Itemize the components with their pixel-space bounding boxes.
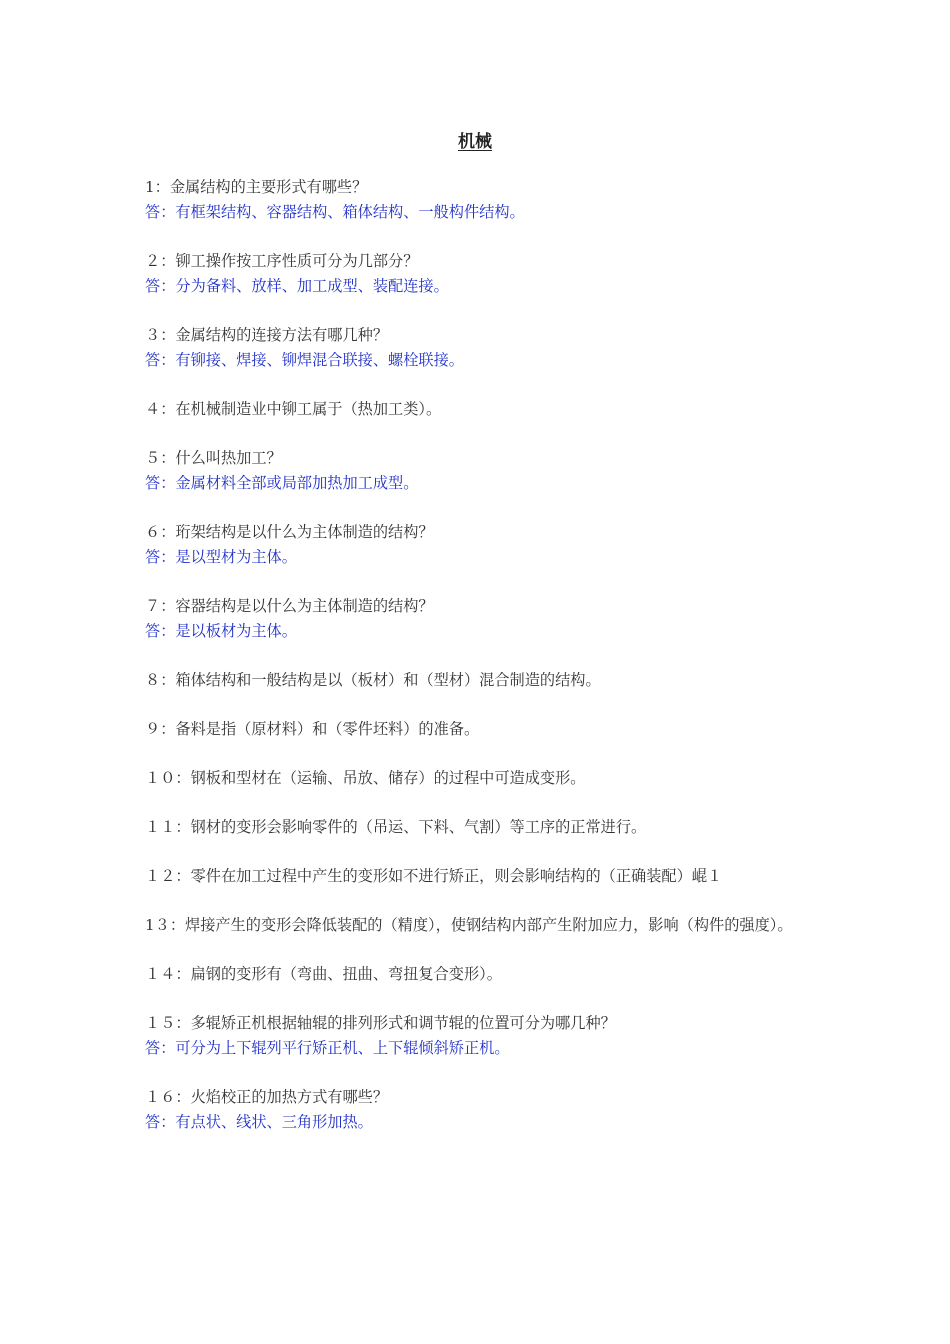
qa-item-10 bbox=[145, 766, 815, 791]
question-5: ５：什么叫热加工？ bbox=[145, 449, 282, 467]
qa-item-5 bbox=[145, 446, 815, 496]
qa-item-13 bbox=[145, 913, 815, 938]
qa-item-6 bbox=[145, 520, 815, 570]
qa-item-4 bbox=[145, 397, 815, 422]
statement-4: ４：在机械制造业中铆工属于（热加工类）。 bbox=[145, 400, 442, 418]
qa-item-12 bbox=[145, 864, 815, 889]
qa-item-8 bbox=[145, 668, 815, 693]
statement-9: ９：备料是指（原材料）和（零件坯料）的准备。 bbox=[145, 720, 480, 738]
qa-item-2 bbox=[145, 249, 815, 299]
statement-14: １４：扁钢的变形有（弯曲、扭曲、弯扭复合变形）。 bbox=[145, 965, 502, 983]
statement-11: １１：钢材的变形会影响零件的（吊运、下料、气割）等工序的正常进行。 bbox=[145, 818, 647, 836]
question-2: ２：铆工操作按工序性质可分为几部分？ bbox=[145, 252, 419, 270]
page-title: 机械 bbox=[458, 132, 492, 152]
qa-item-16 bbox=[145, 1085, 815, 1135]
statement-10: １０：钢板和型材在（运输、吊放、储存）的过程中可造成变形。 bbox=[145, 769, 586, 787]
statement-8: ８：箱体结构和一般结构是以（板材）和（型材）混合制造的结构。 bbox=[145, 671, 601, 689]
answer-16: 答：有点状、线状、三角形加热。 bbox=[145, 1113, 373, 1131]
answer-7: 答：是以板材为主体。 bbox=[145, 622, 297, 640]
question-16: １６：火焰校正的加热方式有哪些？ bbox=[145, 1088, 388, 1106]
answer-3: 答：有铆接、焊接、铆焊混合联接、螺栓联接。 bbox=[145, 351, 464, 369]
qa-item-15 bbox=[145, 1011, 815, 1061]
answer-15: 答：可分为上下辊列平行矫正机、上下辊倾斜矫正机。 bbox=[145, 1039, 510, 1057]
qa-list bbox=[145, 175, 815, 1159]
question-6: ６：珩架结构是以什么为主体制造的结构？ bbox=[145, 523, 434, 541]
question-7: ７：容器结构是以什么为主体制造的结构？ bbox=[145, 597, 434, 615]
statement-13: 1３：焊接产生的变形会降低装配的（精度），使钢结构内部产生附加应力，影响（构件的强度）。 bbox=[145, 916, 793, 934]
qa-item-14 bbox=[145, 962, 815, 987]
answer-6: 答：是以型材为主体。 bbox=[145, 548, 297, 566]
answer-5: 答：金属材料全部或局部加热加工成型。 bbox=[145, 474, 419, 492]
qa-item-9 bbox=[145, 717, 815, 742]
answer-1: 答：有框架结构、容器结构、箱体结构、一般构件结构。 bbox=[145, 203, 525, 221]
question-3: ３：金属结构的连接方法有哪几种？ bbox=[145, 326, 388, 344]
question-15: １５：多辊矫正机根据轴辊的排列形式和调节辊的位置可分为哪几种？ bbox=[145, 1014, 616, 1032]
question-1: 1：金属结构的主要形式有哪些？ bbox=[145, 178, 368, 196]
qa-item-1 bbox=[145, 175, 815, 225]
qa-item-3 bbox=[145, 323, 815, 373]
answer-2: 答：分为备料、放样、加工成型、装配连接。 bbox=[145, 277, 449, 295]
qa-item-7 bbox=[145, 594, 815, 644]
statement-12: １２：零件在加工过程中产生的变形如不进行矫正，则会影响结构的（正确装配）崐１ bbox=[145, 867, 723, 885]
qa-item-11 bbox=[145, 815, 815, 840]
